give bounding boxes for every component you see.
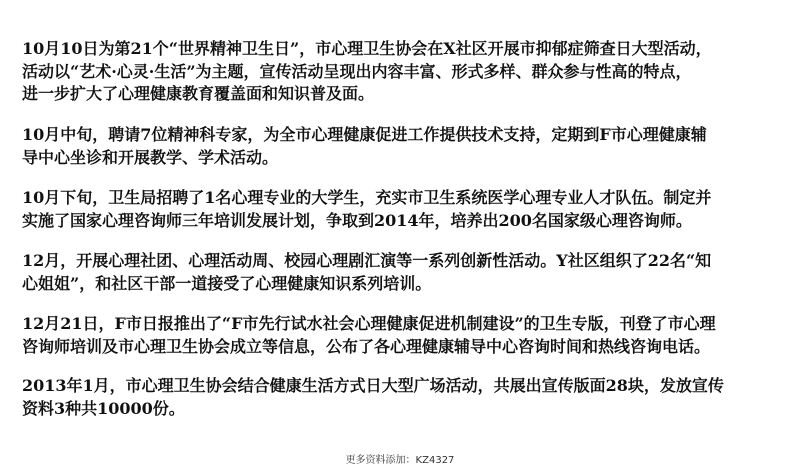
paragraph-mid-october-experts: 10月中旬，聘请7位精神科专家，为全市心理健康促进工作提供技术支持，定期到F市心理健康辅 导中心坐诊和开展教学、学术活动。 — [22, 125, 707, 167]
paragraph-january-2013-campaign: 2013年1月，市心理卫生协会结合健康生活方式日大型广场活动，共展出宣传版面28块，发放宣传 资料3种共10000份。 — [22, 376, 724, 418]
paragraph-world-mental-health-day: 10月10日为第21个“世界精神卫生日”，市心理卫生协会在X社区开展市抑郁症筛查日大型活动， 活动以“艺术·心灵·生活”为主题，宣传活动呈现出内容丰富、形式多样、群众参与性高的特点， 进一步扩大了心理健康教育覆盖面和知识普及面。 — [22, 39, 712, 103]
paragraph-late-october-recruitment: 10月下旬，卫生局招聘了1名心理专业的大学生，充实市卫生系统医学心理专业人才队伍。制定并 实施了国家心理咨询师三年培训发展计划，争取到2014年，培养出200名国家级心理咨询师。 — [22, 188, 712, 230]
footer-contact-note: 更多资料添加：KZ4327 — [345, 455, 455, 466]
paragraph-december-21-newspaper: 12月21日，F市日报推出了“F市先行试水社会心理健康促进机制建设”的卫生专版，刊登了市心理 咨询师培训及市心理卫生协会成立等信息，公布了各心理健康辅导中心咨询时间和热线咨询电话。 — [22, 314, 716, 356]
paragraph-december-activities: 12月，开展心理社团、心理活动周、校园心理剧汇演等一系列创新性活动。Y社区组织了22名“知 心姐姐”，和社区干部一道接受了心理健康知识系列培训。 — [22, 251, 712, 293]
